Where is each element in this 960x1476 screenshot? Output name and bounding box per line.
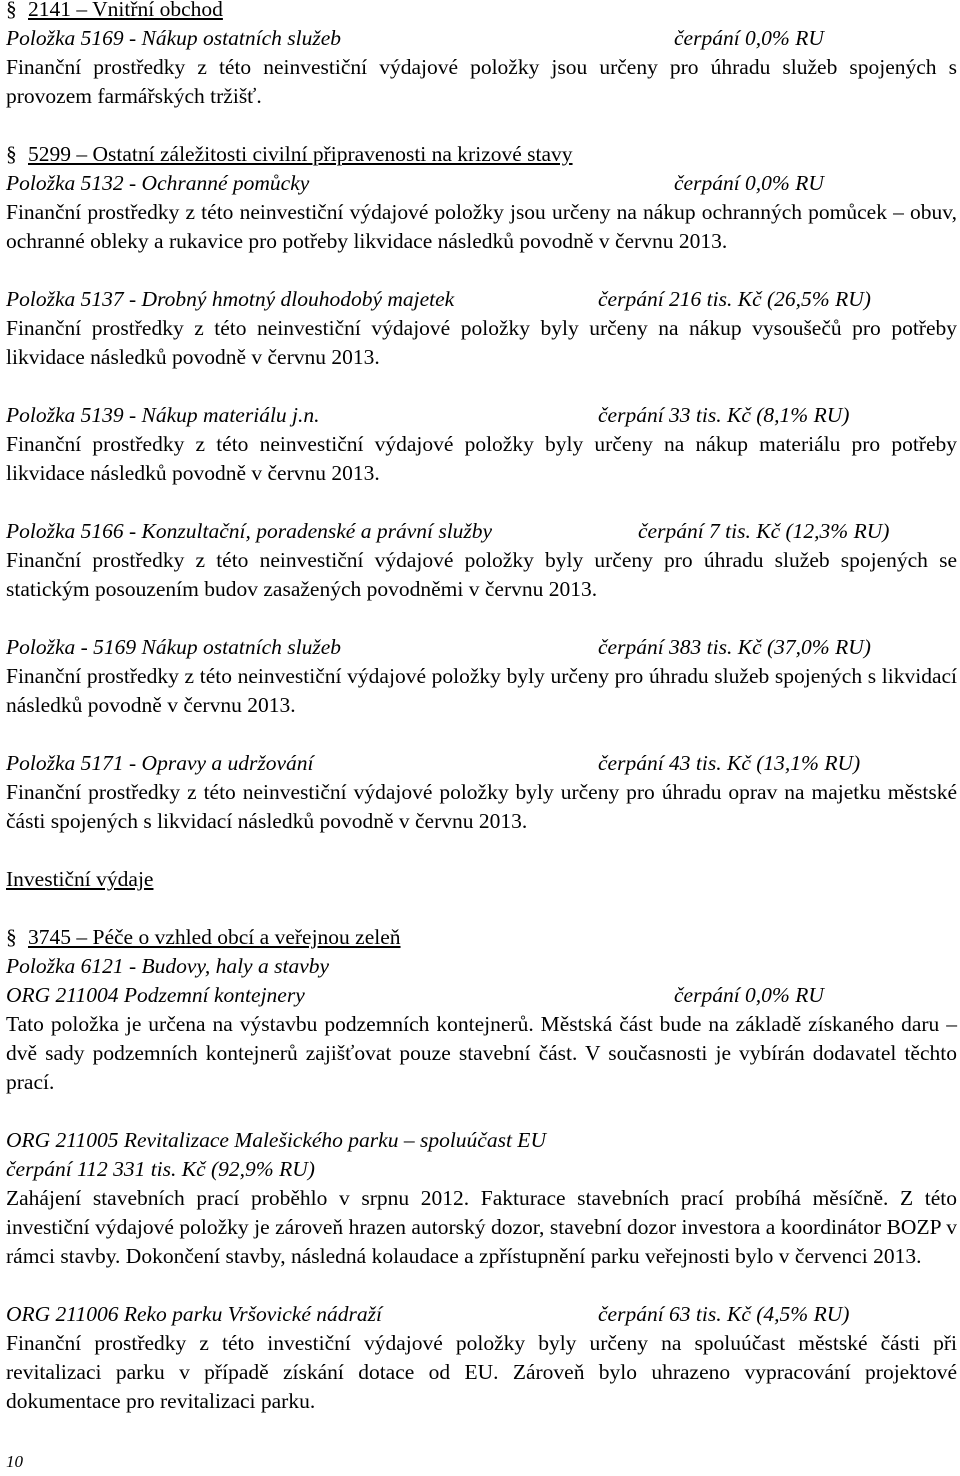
item-row-org-211006 (6, 1300, 957, 1329)
item-row-5169 (6, 24, 957, 53)
item-label: Položka 6121 - Budovy, haly a stavby (6, 954, 330, 978)
item-amount: čerpání 43 tis. Kč (13,1% RU) (598, 751, 861, 775)
item-row-5171 (6, 749, 957, 778)
page-number: 10 (6, 1452, 23, 1471)
item-row-5137 (6, 285, 957, 314)
item-amount: čerpání 63 tis. Kč (4,5% RU) (598, 1302, 850, 1326)
section-heading-2141: § 2141 – Vnitřní obchod (6, 0, 957, 24)
item-label: Položka 5169 - Nákup ostatních služeb (6, 26, 342, 50)
item-row-5132 (6, 169, 957, 198)
item-label: ORG 211006 Reko parku Vršovické nádraží (6, 1302, 382, 1326)
item-label: Položka 5171 - Opravy a udržování (6, 751, 314, 775)
item-amount: čerpání 0,0% RU (674, 171, 824, 195)
item-amount: čerpání 383 tis. Kč (37,0% RU) (598, 635, 871, 659)
heading-investicni-vydaje: Investiční výdaje (6, 867, 154, 891)
paragraph: Finanční prostředky z této neinvestiční výdajové položky jsou určeny pro úhradu služeb spojených s provozem farmářských tržišť. (6, 55, 957, 108)
item-label: Položka 5139 - Nákup materiálu j.n. (6, 403, 320, 427)
document-body (6, 0, 957, 1416)
item-amount: čerpání 0,0% RU (674, 983, 824, 1007)
item-amount: čerpání 112 331 tis. Kč (92,9% RU) (6, 1157, 315, 1181)
paragraph: Finanční prostředky z této neinvestiční výdajové položky byly určeny pro úhradu služeb spojených s likvidací následků povodně v červnu 2013. (6, 664, 957, 717)
item-row-org-211005 (6, 1126, 957, 1155)
section-heading-3745: § 3745 – Péče o vzhled obcí a veřejnou zeleň (6, 923, 957, 952)
item-row-org-211004 (6, 981, 957, 1010)
section-symbol: § (6, 925, 17, 949)
paragraph: Finanční prostředky z této neinvestiční výdajové položky jsou určeny na nákup ochranných pomůcek – obuv, ochranné obleky a rukavice pro potřeby likvidace následků povodně v červnu 2013. (6, 200, 957, 253)
item-label: Položka - 5169 Nákup ostatních služeb (6, 635, 342, 659)
paragraph: Finanční prostředky z této neinvestiční výdajové položky byly určeny na nákup materiálu pro potřeby likvidace následků povodně v červnu 2013. (6, 432, 957, 485)
item-amount: čerpání 0,0% RU (674, 26, 824, 50)
item-amount: čerpání 7 tis. Kč (12,3% RU) (638, 519, 890, 543)
item-row-5139 (6, 401, 957, 430)
paragraph: Tato položka je určena na výstavbu podzemních kontejnerů. Městská část bude na základě získaného daru – dvě sady podzemních kontejnerů zajišťovat pouze stavební část. V současnosti je vybírán dodavatel těchto prací. (6, 1012, 957, 1094)
section-symbol: § (6, 142, 17, 166)
paragraph: Zahájení stavebních prací proběhlo v srpnu 2012. Fakturace stavebních prací probíhá měsíčně. Z této investiční výdajové položky je zároveň hrazen autorský dozor, stavební dozor investora a koordinátor BOZP v rámci stavby. Dokončení stavby, následná kolaudace a zpřístupnění parku veřejnosti bylo v červenci 2013. (6, 1186, 957, 1268)
item-label: Položka 5132 - Ochranné pomůcky (6, 171, 310, 195)
item-label: ORG 211004 Podzemní kontejnery (6, 983, 305, 1007)
item-row-6121 (6, 952, 957, 981)
paragraph: Finanční prostředky z této neinvestiční výdajové položky byly určeny pro úhradu služeb spojených se statickým posouzením budov zasažených povodněmi v červnu 2013. (6, 548, 957, 601)
item-row-5166 (6, 517, 957, 546)
item-label: Položka 5166 - Konzultační, poradenské a právní služby (6, 519, 493, 543)
item-amount: čerpání 216 tis. Kč (26,5% RU) (598, 287, 871, 311)
item-label: Položka 5137 - Drobný hmotný dlouhodobý majetek (6, 287, 455, 311)
section-heading-5299: § 5299 – Ostatní záležitosti civilní připravenosti na krizové stavy (6, 140, 957, 169)
paragraph: Finanční prostředky z této neinvestiční výdajové položky byly určeny na nákup vysoušečů pro potřeby likvidace následků povodně v červnu 2013. (6, 316, 957, 369)
item-label: ORG 211005 Revitalizace Malešického parku – spoluúčast EU (6, 1128, 546, 1152)
section-symbol: § (6, 0, 17, 21)
item-amount-org-211005 (6, 1155, 957, 1184)
item-amount: čerpání 33 tis. Kč (8,1% RU) (598, 403, 850, 427)
paragraph: Finanční prostředky z této investiční výdajové položky byly určeny na spoluúčast městské části při revitalizaci parku v případě získání dotace od EU. Zároveň bylo uhrazeno vypracování projektové dokumentace pro revitalizaci parku. (6, 1331, 957, 1413)
item-row-5169b (6, 633, 957, 662)
paragraph: Finanční prostředky z této neinvestiční výdajové položky byly určeny pro úhradu oprav na majetku městské části spojených s likvidací následků povodně v červnu 2013. (6, 780, 957, 833)
